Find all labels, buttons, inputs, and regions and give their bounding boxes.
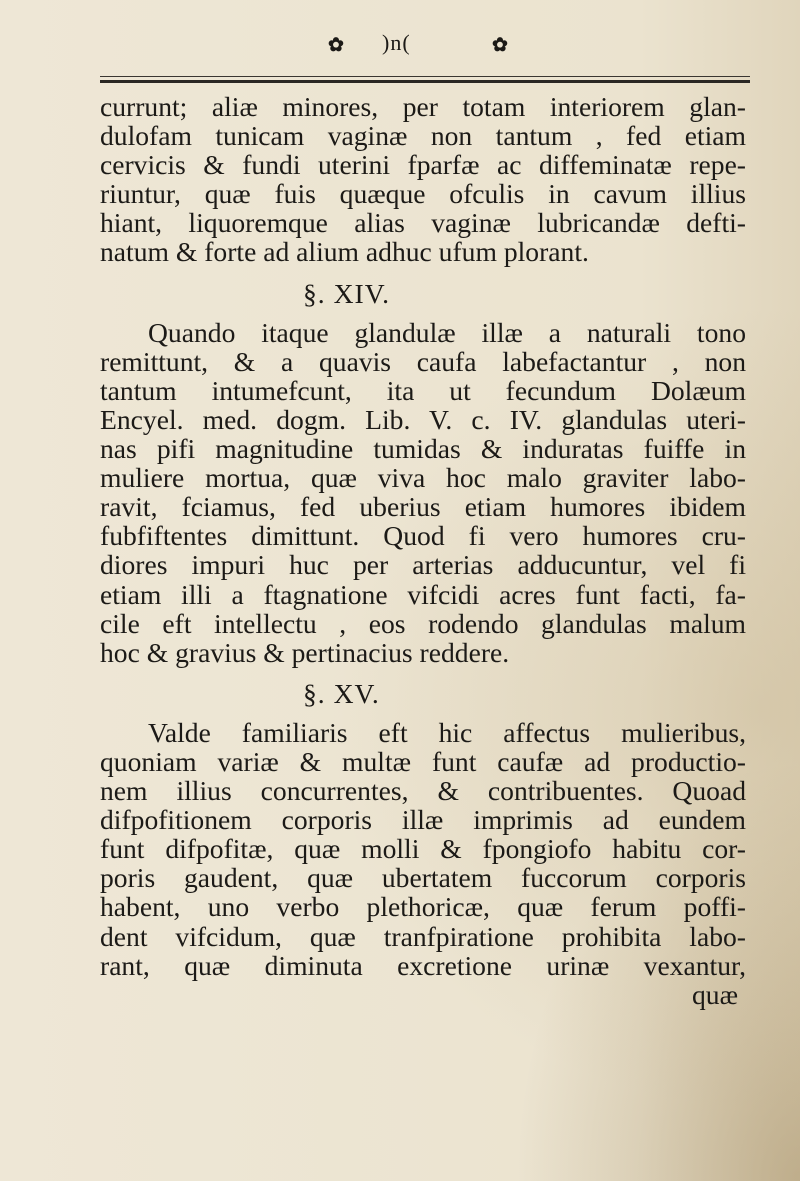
body-text [100, 92, 746, 1009]
text-line: muliere mortua, quæ viva hoc malo graviter labo- [100, 462, 746, 494]
text-line: habent, uno verbo plethoricæ, quæ ferum poffi- [100, 891, 746, 923]
text-line: etiam illi a ftagnatione vifcidi acres funt facti, fa- [100, 578, 746, 610]
text-line: cervicis & fundi uterini fparfæ ac diffeminatæ repe- [100, 149, 746, 181]
text-line: diores impuri huc per arterias adducuntur, vel fi [100, 549, 746, 581]
text-line: riuntur, quæ fuis quæque ofculis in cavum illius [100, 178, 746, 210]
section-xiv [100, 279, 746, 667]
text-line: Valde familiaris eft hic affectus mulieribus, [148, 716, 746, 748]
catchword: quæ [692, 978, 738, 1010]
text-line: ravit, fciamus, fed uberius etiam humores ibidem [100, 491, 746, 523]
text-line: dulofam tunicam vaginæ non tantum , fed etiam [100, 120, 746, 152]
text-line: hiant, liquoremque alias vaginæ lubricandæ defti- [100, 207, 746, 239]
fleuron-left-icon: ✿ [328, 35, 344, 56]
section-heading: §. XIV. [303, 277, 390, 309]
text-line: poris gaudent, quæ ubertatem fuccorum corporis [100, 862, 746, 894]
page-header [100, 30, 750, 82]
section-xv [100, 679, 746, 980]
text-line: rant, quæ diminuta excretione urinæ vexantur, [100, 949, 746, 981]
header-rule-thin [100, 76, 750, 77]
text-line: Encyel. med. dogm. Lib. V. c. IV. glandulas uteri- [100, 403, 746, 435]
paragraph-continuation [100, 92, 746, 267]
text-line: remittunt, & a quavis caufa labefactantur , non [100, 345, 746, 377]
text-line: fubfiftentes dimittunt. Quod fi vero humores cru- [100, 520, 746, 552]
text-line: natum & forte ad alium adhuc ufum plorant. [100, 236, 589, 268]
text-line: funt difpofitæ, quæ molli & fpongiofo habitu cor- [100, 833, 746, 865]
text-line: quoniam variæ & multæ funt caufæ ad productio- [100, 745, 746, 777]
text-line: tantum intumefcunt, ita ut fecundum Dolæum [100, 374, 746, 406]
signature-mark: )n( [382, 30, 411, 55]
section-heading: §. XV. [303, 677, 380, 709]
text-line: difpofitionem corporis illæ imprimis ad eundem [100, 804, 746, 836]
text-line: nas pifi magnitudine tumidas & induratas fuiffe in [100, 433, 746, 465]
text-line: hoc & gravius & pertinacius reddere. [100, 636, 510, 668]
fleuron-right-icon: ✿ [492, 35, 508, 56]
text-line: dent vifcidum, quæ tranfpiratione prohibita labo- [100, 920, 746, 952]
text-line: cile eft intellectu , eos rodendo glandulas malum [100, 607, 746, 639]
text-line: nem illius concurrentes, & contribuentes. Quoad [100, 775, 746, 807]
text-line: Quando itaque glandulæ illæ a naturali tono [148, 316, 746, 348]
header-rule [100, 80, 750, 83]
text-line: currunt; aliæ minores, per totam interiorem glan- [100, 91, 746, 122]
